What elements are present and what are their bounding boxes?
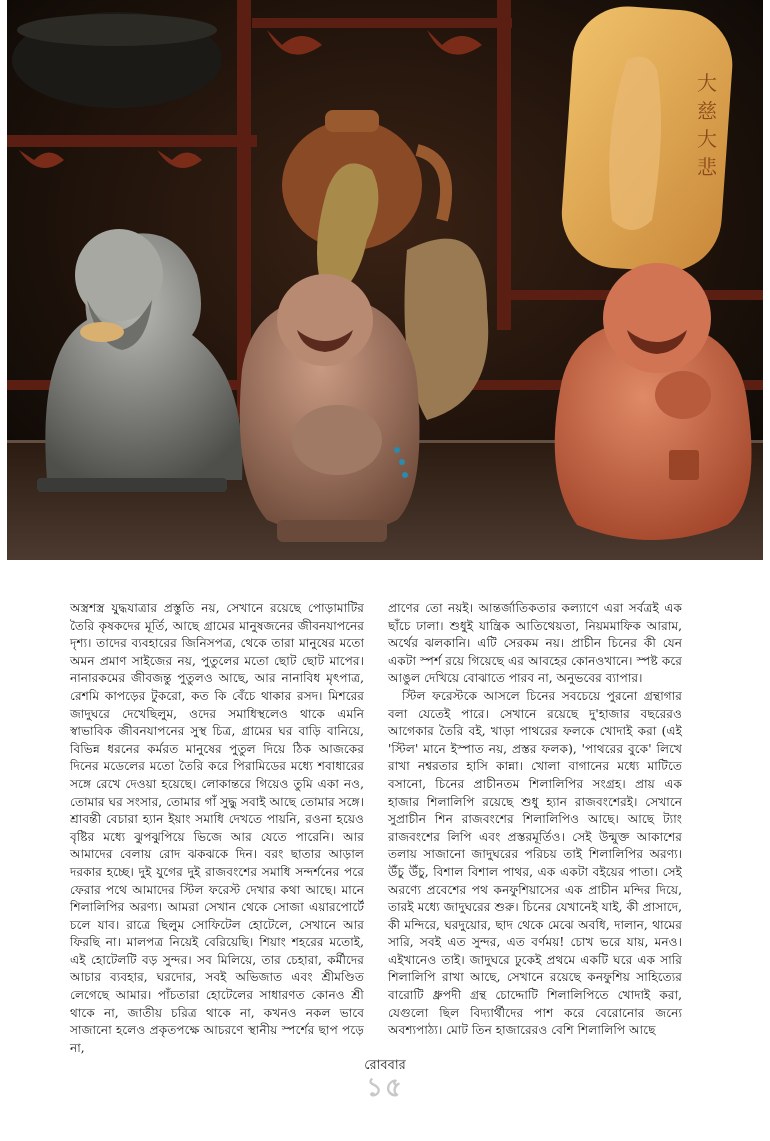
golden-plaque xyxy=(558,3,736,276)
article-column-right xyxy=(388,600,682,1040)
article-paragraph: অস্ত্রশস্ত্র যুদ্ধযাত্রার প্রস্তুতি নয়, সেখানে রয়েছে পোড়ামাটির তৈরি কৃষকদের মূর্তি, আছে গ্রামের মানুষজনের জীবনযাপনের দৃশ্য। তাদের ব্যবহারের জিনিসপত্র, থেকে তারা মানুষের মতো অমন প্রমাণ সাইজের নয়, পুতুলের মতো ছোট ছোট মাপের। নানারকমের জীবজন্তু পুতুলও আছে, আর নানাবিধ মৃৎপাত্র, রেশমি কাপড়ের টুকরো, কত কি বেঁচে থাকার রসদ। মিশরের জাদুঘরে দেখেছিলুম, ওদের সমাধিস্থলেও থাকে এমনি স্বাভাবিক জীবনযাপনের সুস্থ চিত্র, গ্রামের ঘর বাড়ি বানিয়ে, বিভিন্ন ধরনের কর্মরত মানুষের পুতুল দিয়ে ঠিক আজকের দিনের মডেলের মতো তৈরি করে পিরামিডের মধ্যে শবাধারের সঙ্গে রেখে দেওয়া হয়েছে। লোকান্তরে গিয়েও তুমি একা নও, তোমার ঘর সংসার, তোমার গাঁ সুদ্ধু সবাই আছে তোমার সঙ্গে। শ্রাবন্তী বেচারা হ্যান ইয়াং সমাধি দেখতে পায়নি, রওনা হয়েও বৃষ্টির মধ্যে ঝুপঝুপিয়ে ভিজে আর যেতে পারেনি। আর আমাদের বেলায় রোদ ঝকঝকে দিন। বরং ছাতার আড়াল দরকার হচ্ছে। দুই যুগের দুই রাজবংশের সমাধি সন্দর্শনের পরে ফেরার পথে আমাদের স্টিল ফরেস্ট দেখার কথা আছে। মানে শিলালিপির অরণ্য। আমরা সেখান থেকে সোজা এয়ারপোর্টে চলে যাব। রাত্রে ছিলুম সোফিটেল হোটেলে, সেখানে আর ফিরছি না। মালপত্র নিয়েই বেরিয়েছি। শিয়াং শহরের মতোই, এই হোটেলটি বড় সুন্দর। সব মিলিয়ে, তার চেহারা, কর্মীদের আচার ব্যবহার, ঘরদোর, সবই অভিজাত এবং শ্রীমণ্ডিত লেগেছে আমার। পাঁচতারা হোটেলের সাধারণত কোনও শ্রী থাকে না, জাতীয় চরিত্র থাকে না, কখনও নকল ভাবে সাজানো হলেও প্রকৃতপক্ষে আচরণে স্থানীয় স্পর্শের ছাপ পড়ে না, xyxy=(70,601,364,1055)
svg-text:悲: 悲 xyxy=(697,155,717,179)
hero-photo xyxy=(7,0,763,560)
svg-text:大: 大 xyxy=(697,71,717,95)
article-paragraph: স্টিল ফরেস্টকে আসলে চিনের সবচেয়ে পুরনো গ্রন্থাগার বলা যেতেই পারে। সেখানে রয়েছে দু'হাজার বছরেরও আগেকার তৈরি বই, খাড়া পাথরের ফলকে খোদাই করা (এই 'স্টিল' মানে ইস্পাত নয়, প্রস্তর ফলক), 'পাথরের বুকে' লিখে রাখা নশ্বরতার হাসি কান্না। খোলা বাগানের মধ্যে মাটিতে বসানো, চিনের প্রাচীনতম শিলালিপির সংগ্রহ। প্রায় এক হাজার শিলালিপি রয়েছে শুধু হ্যান রাজবংশেরই। সেখানে সুপ্রাচীন শিন রাজবংশের শিলালিপিও আছে। আছে ট্যাং রাজবংশের লিপি এবং প্রস্তরমূর্তিও। সেই উন্মুক্ত আকাশের তলায় সাজানো জাদুঘরের পরিচয় তাই শিলালিপির অরণ্য। উঁচু উঁচু, বিশাল বিশাল পাথর, এক একটা বইয়ের পাতা। সেই অরণ্যে প্রবেশের পথ কনফুশিয়াসের এক প্রাচীন মন্দির দিয়ে, তারই মধ্যে জাদুঘরের শুরু। চিনের যেখানেই যাই, কী প্রাসাদে, কী মন্দিরে, ঘরদুয়োর, ছাদ থেকে মেঝে অবধি, দালান, থামের সারি, সবই এত সুন্দর, এত বর্ণময়! চোখ ভরে যায়, মনও। এইখানেও তাই। জাদুঘরে ঢুকেই প্রথমে একটি ঘরে এক সারি শিলালিপি রাখা আছে, সেখানে রয়েছে কনফুশিয় সাহিত্যের বারোটি ধ্রুপদী গ্রন্থ চোদ্দোটি শিলালিপিতে খোদাই করা, যেগুলো ছিল বিদ্যার্থীদের পাশ করে বেরোনোর জন্যে অবশ্যপাঠ্য। মোট তিন হাজারেরও বেশি শিলালিপি আছে xyxy=(388,688,682,1038)
svg-text:慈: 慈 xyxy=(697,99,717,123)
magazine-name: রোববার xyxy=(364,1058,406,1073)
article-paragraph: প্রাণের তো নয়ই। আন্তর্জাতিকতার কল্যাণে এরা সর্বত্রই এক ছাঁচে ঢালা। শুধুই যান্ত্রিক আতিথেয়তা, নিয়মমাফিক আরাম, অর্থের ঝলকানি। এটি সেরকম নয়। প্রাচীন চিনের কী যেন একটা স্পর্শ রয়ে গিয়েছে এর আবহের কোনওখানে। স্পষ্ট করে আঙুল দেখিয়ে বোঝাতে পারব না, অনুভবের ব্যাপার। xyxy=(388,601,682,686)
article-body xyxy=(70,600,682,1055)
article-column-left xyxy=(70,600,364,1057)
page-footer xyxy=(0,1058,770,1102)
figurines-illustration xyxy=(7,0,763,560)
page-number: ১৫ xyxy=(366,1073,404,1103)
svg-text:大: 大 xyxy=(697,127,717,151)
